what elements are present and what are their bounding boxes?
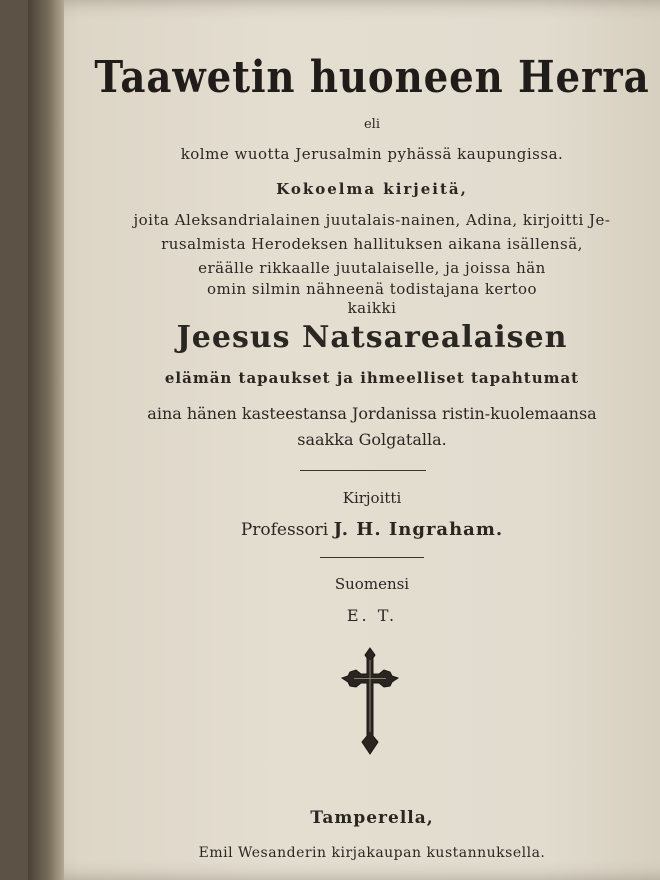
author-name: J. H. Ingraham. [333, 519, 504, 540]
collection-heading: Kokoelma kirjeitä, [276, 180, 468, 198]
publisher-line: Emil Wesanderin kirjakaupan kustannuksella. [198, 845, 546, 861]
description-line: kaikki [347, 299, 397, 317]
divider-rule [300, 470, 426, 471]
translated-by-label: Suomensi [334, 575, 410, 593]
span-line: saakka Golgatalla. [297, 430, 447, 449]
events-line: elämän tapaukset ja ihmeelliset tapahtumat [164, 369, 580, 387]
cross-ornament-icon [334, 646, 406, 758]
book-title: Taawetin huoneen Herra [94, 52, 650, 103]
description-line: eräälle rikkaalle juutalaiselle, ja joissa hän [198, 259, 546, 277]
author-prefix: Professori [240, 520, 329, 540]
description-line: rusalmista Herodeksen hallituksen aikana isällensä, [161, 235, 583, 253]
subject-heading: Jeesus Natsarealaisen [176, 320, 568, 355]
translator-initials: E. T. [346, 606, 398, 625]
divider-rule [320, 557, 424, 558]
book-subtitle: kolme wuotta Jerusalmin pyhässä kaupungissa. [180, 145, 564, 163]
title-page-content [56, 0, 660, 880]
span-line: aina hänen kasteestansa Jordanissa ristin-kuolemaansa [147, 404, 597, 423]
description-line: joita Aleksandrialainen juutalais-nainen, Adina, kirjoitti Je- [133, 211, 611, 229]
author-line [56, 519, 660, 540]
book-page [28, 0, 660, 880]
written-by-label: Kirjoitti [342, 489, 402, 507]
description-line: omin silmin nähneenä todistajana kertoo [206, 280, 538, 298]
title-connector: eli [363, 117, 380, 132]
publication-place: Tamperella, [310, 808, 434, 828]
